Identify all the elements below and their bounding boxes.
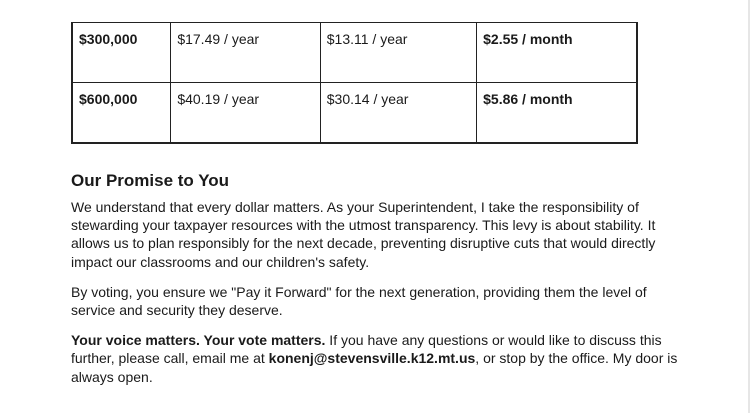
table-row — [72, 23, 637, 83]
monthly-cost-cell: $5.86 / month — [477, 83, 637, 143]
home-value-cell: $600,000 — [72, 83, 171, 143]
contact-paragraph — [71, 331, 683, 386]
email-link[interactable]: konenj@stevensville.k12.mt.us — [268, 350, 476, 367]
table-row — [72, 83, 637, 143]
section-heading: Our Promise to You — [71, 171, 230, 190]
promise-section — [71, 170, 683, 398]
monthly-cost-cell: $2.55 / month — [477, 23, 637, 83]
annual-cost-cell: $13.11 / year — [320, 23, 476, 83]
annual-cost-cell: $40.19 / year — [171, 83, 320, 143]
levy-cost-table — [71, 22, 638, 144]
annual-cost-cell: $17.49 / year — [171, 23, 320, 83]
promise-paragraph: We understand that every dollar matters. As your Superintendent, I take the responsibility of stewarding your taxpayer resources with the utmost transparency. This levy is about stability. It allows us to plan responsibly for the next decade, preventing disruptive cuts that would directly impact our classrooms and our children's safety. — [71, 199, 656, 270]
home-value-cell: $300,000 — [72, 23, 171, 83]
annual-cost-cell: $30.14 / year — [320, 83, 476, 143]
contact-text-end: , or stop by the office. My door is always open. — [71, 350, 678, 385]
vote-paragraph: By voting, you ensure we "Pay it Forward" for the next generation, providing them the level of service and security they deserve. — [71, 283, 647, 319]
contact-text: If you have any questions or would like to discuss this further, please call, email me at — [71, 332, 662, 367]
voice-matters-text: Your voice matters. Your vote matters. — [71, 332, 326, 349]
